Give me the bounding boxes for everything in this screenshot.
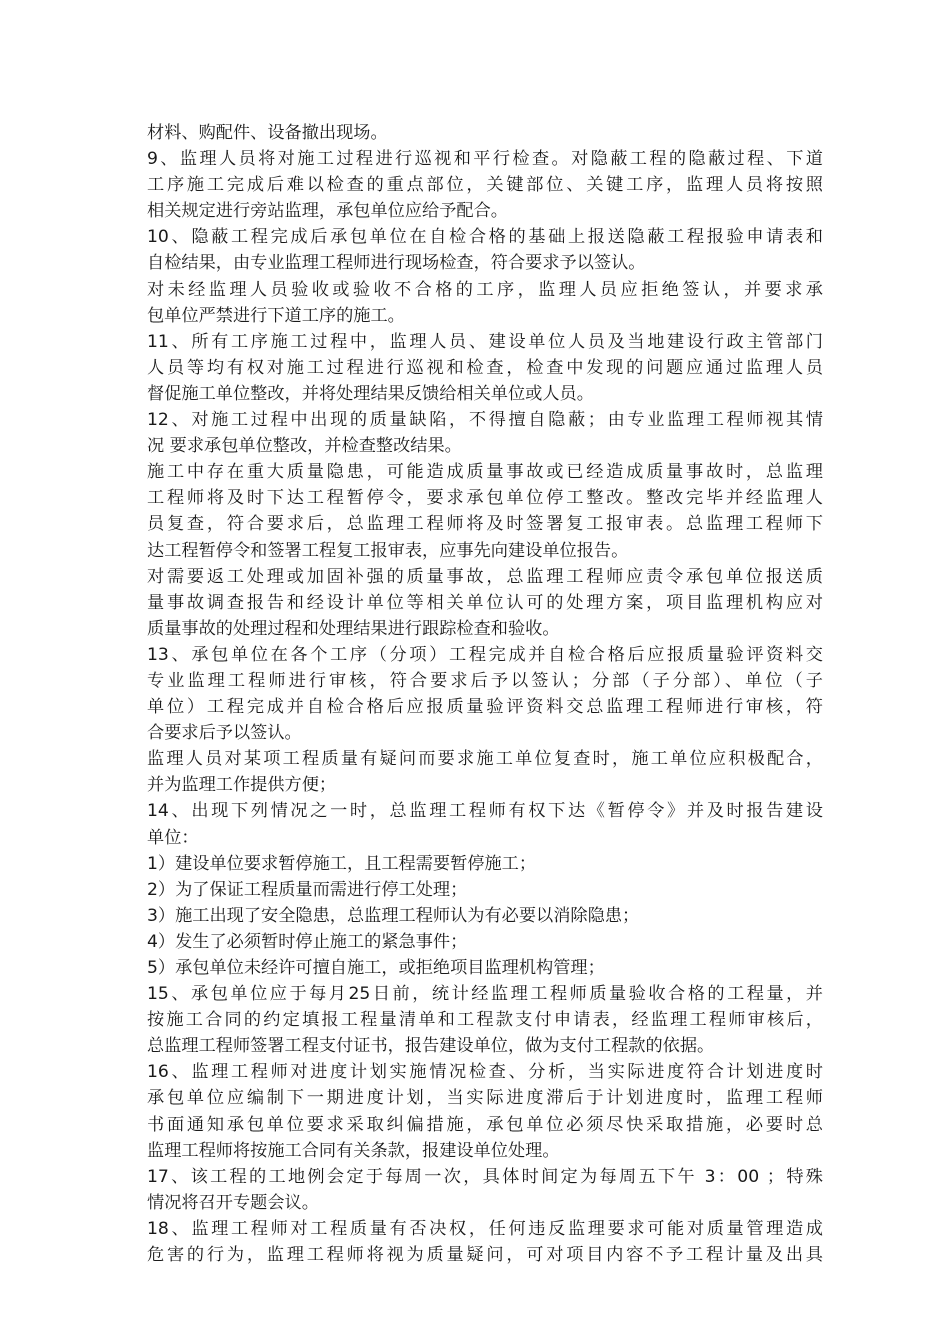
text-line: 质量事故的处理过程和处理结果进行跟踪检查和验收。	[147, 618, 560, 639]
text-line: 对未经监理人员验收或验收不合格的工序，监理人员应拒绝签认，并要求承	[147, 279, 823, 300]
text-line: 4）发生了必须暂时停止施工的紧急事件；	[147, 931, 468, 952]
text-line: 工程师将及时下达工程暂停令，要求承包单位停工整改。整改完毕并经监理人	[147, 488, 823, 509]
text-line: 2）为了保证工程质量而需进行停工处理；	[147, 879, 468, 900]
text-line: 10、隐蔽工程完成后承包单位在自检合格的基础上报送隐蔽工程报验申请表和	[147, 227, 823, 248]
text-line: 总监理工程师签署工程支付证书，报告建设单位，做为支付工程款的依据。	[147, 1036, 715, 1057]
text-line: 专业监理工程师进行审核，符合要求后予以签认；分部（子分部）、单位（子	[147, 670, 823, 691]
text-line: 员复查，符合要求后，总监理工程师将及时签署复工报审表。总监理工程师下	[147, 514, 823, 535]
text-line: 承包单位应编制下一期进度计划，当实际进度滞后于计划进度时，监理工程师	[147, 1088, 823, 1109]
text-line: 合要求后予以签认。	[147, 723, 302, 744]
text-line: 16、监理工程师对进度计划实施情况检查、分析，当实际进度符合计划进度时	[147, 1062, 823, 1083]
text-line: 危害的行为，监理工程师将视为质量疑问，可对项目内容不予工程计量及出具	[147, 1245, 823, 1266]
text-line: 相关规定进行旁站监理，承包单位应给予配合。	[147, 201, 508, 222]
text-line: 9、监理人员将对施工过程进行巡视和平行检查。对隐蔽工程的隐蔽过程、下道	[147, 149, 823, 170]
text-line: 15、承包单位应于每月25日前，统计经监理工程师质量验收合格的工程量，并	[147, 984, 823, 1005]
text-line: 13、承包单位在各个工序（分项）工程完成并自检合格后应报质量验评资料交	[147, 644, 823, 665]
text-line: 按施工合同的约定填报工程量清单和工程款支付申请表，经监理工程师审核后，	[147, 1010, 823, 1031]
text-line: 监理人员对某项工程质量有疑问而要求施工单位复查时，施工单位应积极配合，	[147, 749, 823, 770]
text-line: 监理工程师将按施工合同有关条款，报建设单位处理。	[147, 1140, 560, 1161]
text-line: 12、对施工过程中出现的质量缺陷，不得擅自隐蔽；由专业监理工程师视其情	[147, 410, 823, 431]
text-line: 达工程暂停令和签署工程复工报审表，应事先向建设单位报告。	[147, 540, 629, 561]
text-line: 施工中存在重大质量隐患，可能造成质量事故或已经造成质量事故时，总监理	[147, 462, 823, 483]
document-body	[147, 120, 823, 1268]
text-line: 3）施工出现了安全隐患，总监理工程师认为有必要以消除隐患；	[147, 905, 640, 926]
text-line: 量事故调查报告和经设计单位等相关单位认可的处理方案，项目监理机构应对	[147, 592, 823, 613]
text-line: 17、该工程的工地例会定于每周一次，具体时间定为每周五下午 3：00 ；特殊	[147, 1166, 823, 1187]
text-line: 况 要求承包单位整改，并检查整改结果。	[147, 436, 462, 457]
text-line: 自检结果，由专业监理工程师进行现场检查，符合要求予以签认。	[147, 253, 646, 274]
text-line: 材料、购配件、设备撤出现场。	[147, 123, 388, 143]
text-line: 书面通知承包单位要求采取纠偏措施，承包单位必须尽快采取措施，必要时总	[147, 1114, 823, 1135]
text-line: 人员等均有权对施工过程进行巡视和检查，检查中发现的问题应通过监理人员	[147, 357, 823, 378]
text-line: 包单位严禁进行下道工序的施工。	[147, 305, 405, 326]
text-line: 11、所有工序施工过程中，监理人员、建设单位人员及当地建设行政主管部门	[147, 331, 823, 352]
text-line: 并为监理工作提供方便；	[147, 775, 337, 796]
text-line: 对需要返工处理或加固补强的质量事故，总监理工程师应责令承包单位报送质	[147, 566, 823, 587]
text-line: 14、出现下列情况之一时，总监理工程师有权下达《暂停令》并及时报告建设	[147, 801, 823, 822]
text-line: 工序施工完成后难以检查的重点部位，关键部位、关键工序，监理人员将按照	[147, 175, 823, 196]
text-line: 督促施工单位整改，并将处理结果反馈给相关单位或人员。	[147, 383, 594, 404]
text-line: 5）承包单位未经许可擅自施工，或拒绝项目监理机构管理；	[147, 958, 605, 978]
text-line: 18、监理工程师对工程质量有否决权，任何违反监理要求可能对质量管理造成	[147, 1218, 823, 1239]
text-line: 情况将召开专题会议。	[147, 1192, 319, 1213]
text-line: 1）建设单位要求暂停施工，且工程需要暂停施工；	[147, 853, 537, 874]
text-line: 单位：	[147, 827, 199, 848]
text-line: 单位）工程完成并自检合格后应报质量验评资料交总监理工程师进行审核，符	[147, 697, 823, 718]
